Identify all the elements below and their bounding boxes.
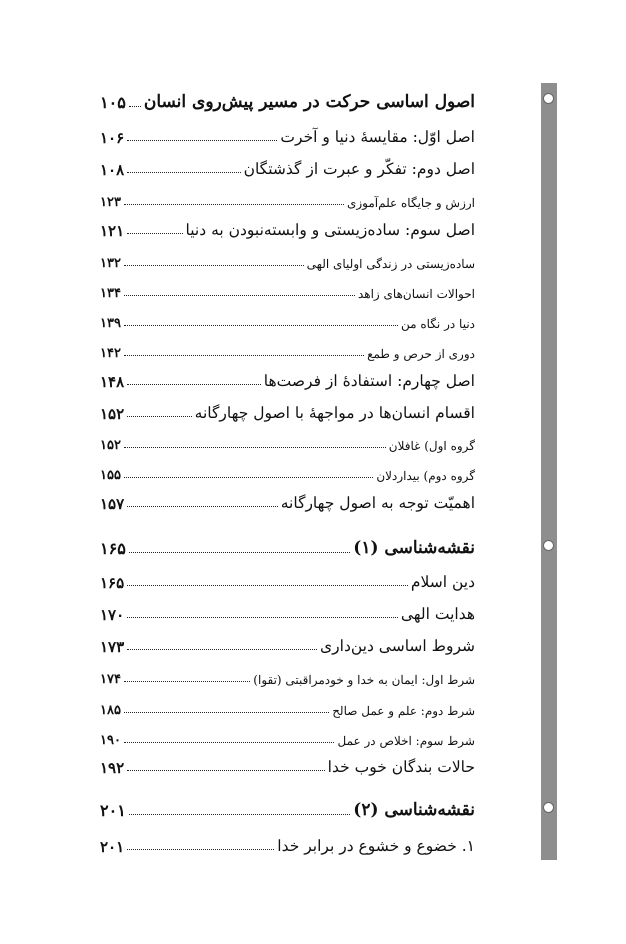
toc-entry[interactable] <box>100 122 475 146</box>
toc-entry-title: اقسام انسان‌ها در مواجههٔ با اصول چهارگانه <box>194 403 475 422</box>
toc-entry-title: نقشه‌شناسی (۲) <box>353 800 475 820</box>
dot-leader <box>124 204 344 205</box>
toc-entry[interactable] <box>100 831 475 855</box>
dot-leader <box>127 617 398 618</box>
toc-entry-page: ۱۵۵ <box>100 467 121 483</box>
toc-entry-page: ۱۶۵ <box>100 573 125 591</box>
toc-entry-page: ۱۷۰ <box>100 605 125 623</box>
bullet-icon <box>543 540 554 551</box>
toc-entry[interactable] <box>100 631 475 655</box>
toc-entry[interactable] <box>100 724 475 748</box>
dot-leader <box>127 649 317 650</box>
toc-entry-page: ۱۵۲ <box>100 437 121 453</box>
dot-leader <box>124 742 335 743</box>
toc-entry-page: ۱۷۴ <box>100 671 121 687</box>
toc-entry-title: شروط اساسی دین‌داری <box>320 636 475 655</box>
toc-entry-title: دوری از حرص و طمع <box>367 346 475 361</box>
toc-entry[interactable] <box>100 694 475 718</box>
dot-leader <box>129 814 350 815</box>
toc-entry[interactable] <box>100 186 475 210</box>
dot-leader <box>124 325 398 326</box>
dot-leader <box>127 849 274 850</box>
toc-entry-title: ارزش و جایگاه علم‌آموزی <box>346 195 475 210</box>
dot-leader <box>124 295 355 296</box>
bullet-icon <box>543 93 554 104</box>
dot-leader <box>127 140 277 141</box>
toc-entry-title: حالات بندگان خوب خدا <box>327 757 475 776</box>
toc-entry-title: ۱. خضوع و خشوع در برابر خدا <box>277 836 475 855</box>
toc-entry[interactable] <box>100 307 475 331</box>
dot-leader <box>124 265 304 266</box>
toc-entry-page: ۱۸۵ <box>100 702 121 718</box>
dot-leader <box>124 447 386 448</box>
toc-entry-title: شرط اول: ایمان به خدا و خودمراقبتی (تقوا) <box>253 672 475 687</box>
dot-leader <box>127 506 278 507</box>
toc-entry-page: ۱۳۹ <box>100 315 121 331</box>
toc-entry-title: گروه دوم) بیداردلان <box>376 468 475 483</box>
toc-entry-page: ۱۵۷ <box>100 494 125 512</box>
toc-entry-page: ۱۴۸ <box>100 372 125 390</box>
toc-entry[interactable] <box>100 663 475 687</box>
toc-entry[interactable] <box>100 488 475 512</box>
toc-entry-title: ساده‌زیستی در زندگی اولیای الهی <box>306 256 475 271</box>
dot-leader <box>124 712 329 713</box>
toc-entry-title: اهمیّت توجه به اصول چهارگانه <box>280 493 475 512</box>
toc-entry-page: ۱۹۲ <box>100 758 125 776</box>
toc-entry-page: ۱۲۳ <box>100 194 121 210</box>
toc-entry[interactable] <box>100 429 475 453</box>
toc-entry-page: ۱۷۳ <box>100 637 125 655</box>
toc-entry[interactable] <box>100 277 475 301</box>
toc-entry-title: اصل دوم: تفکّر و عبرت از گذشتگان <box>243 159 475 178</box>
toc-entry-page: ۱۹۰ <box>100 732 121 748</box>
toc-entry[interactable] <box>100 398 475 422</box>
dot-leader <box>127 233 182 234</box>
toc-entry-title: اصل اوّل: مقایسهٔ دنیا و آخرت <box>280 127 475 146</box>
toc-entry[interactable] <box>100 599 475 623</box>
toc-entry-page: ۱۳۲ <box>100 255 121 271</box>
toc-entry[interactable] <box>100 752 475 776</box>
dot-leader <box>129 106 141 107</box>
dot-leader <box>127 416 191 417</box>
toc-entry[interactable] <box>100 215 475 239</box>
toc-entry-page: ۱۳۴ <box>100 285 121 301</box>
toc-entry-page: ۱۰۶ <box>100 128 125 146</box>
dot-leader <box>127 585 408 586</box>
toc-entry[interactable] <box>100 247 475 271</box>
toc-entry-title: اصل چهارم: استفادهٔ از فرصت‌ها <box>263 371 475 390</box>
toc-entry-page: ۱۰۸ <box>100 160 125 178</box>
toc-entry-page: ۱۰۵ <box>100 93 126 112</box>
side-bar <box>541 83 557 860</box>
dot-leader <box>127 770 324 771</box>
toc-entry-page: ۱۶۵ <box>100 539 126 558</box>
dot-leader <box>127 384 261 385</box>
toc-entry[interactable] <box>100 567 475 591</box>
toc-entry-title: هدایت الهی <box>400 604 475 623</box>
toc-entry[interactable] <box>100 534 475 558</box>
toc-entry-title: اصول اساسی حرکت در مسیر پیش‌روی انسان <box>143 92 475 112</box>
dot-leader <box>124 355 364 356</box>
toc-entry[interactable] <box>100 366 475 390</box>
bullet-icon <box>543 802 554 813</box>
dot-leader <box>124 477 373 478</box>
toc-entry-title: نقشه‌شناسی (۱) <box>353 538 475 558</box>
toc-entry[interactable] <box>100 459 475 483</box>
toc-entry-title: شرط سوم: اخلاص در عمل <box>337 733 475 748</box>
toc-entry[interactable] <box>100 88 475 112</box>
toc-entry-title: شرط دوم: علم و عمل صالح <box>332 703 475 718</box>
toc-entry-page: ۱۵۲ <box>100 404 125 422</box>
dot-leader <box>127 172 240 173</box>
toc-entry-page: ۱۲۱ <box>100 221 125 239</box>
toc-entry-page: ۲۰۱ <box>100 801 126 820</box>
toc-entry-title: دین اسلام <box>410 572 475 591</box>
toc-entry-title: احوالات انسان‌های زاهد <box>357 286 475 301</box>
toc-entry-title: اصل سوم: ساده‌زیستی و وابسته‌نبودن به دنیا <box>185 220 475 239</box>
toc-entry-title: گروه اول) غافلان <box>388 438 475 453</box>
toc-entry-title: دنیا در نگاه من <box>400 316 475 331</box>
dot-leader <box>124 681 250 682</box>
toc-entry[interactable] <box>100 796 475 820</box>
toc-entry[interactable] <box>100 337 475 361</box>
toc-entry-page: ۲۰۱ <box>100 837 125 855</box>
toc-entry[interactable] <box>100 154 475 178</box>
dot-leader <box>129 552 350 553</box>
toc-entry-page: ۱۴۲ <box>100 345 121 361</box>
